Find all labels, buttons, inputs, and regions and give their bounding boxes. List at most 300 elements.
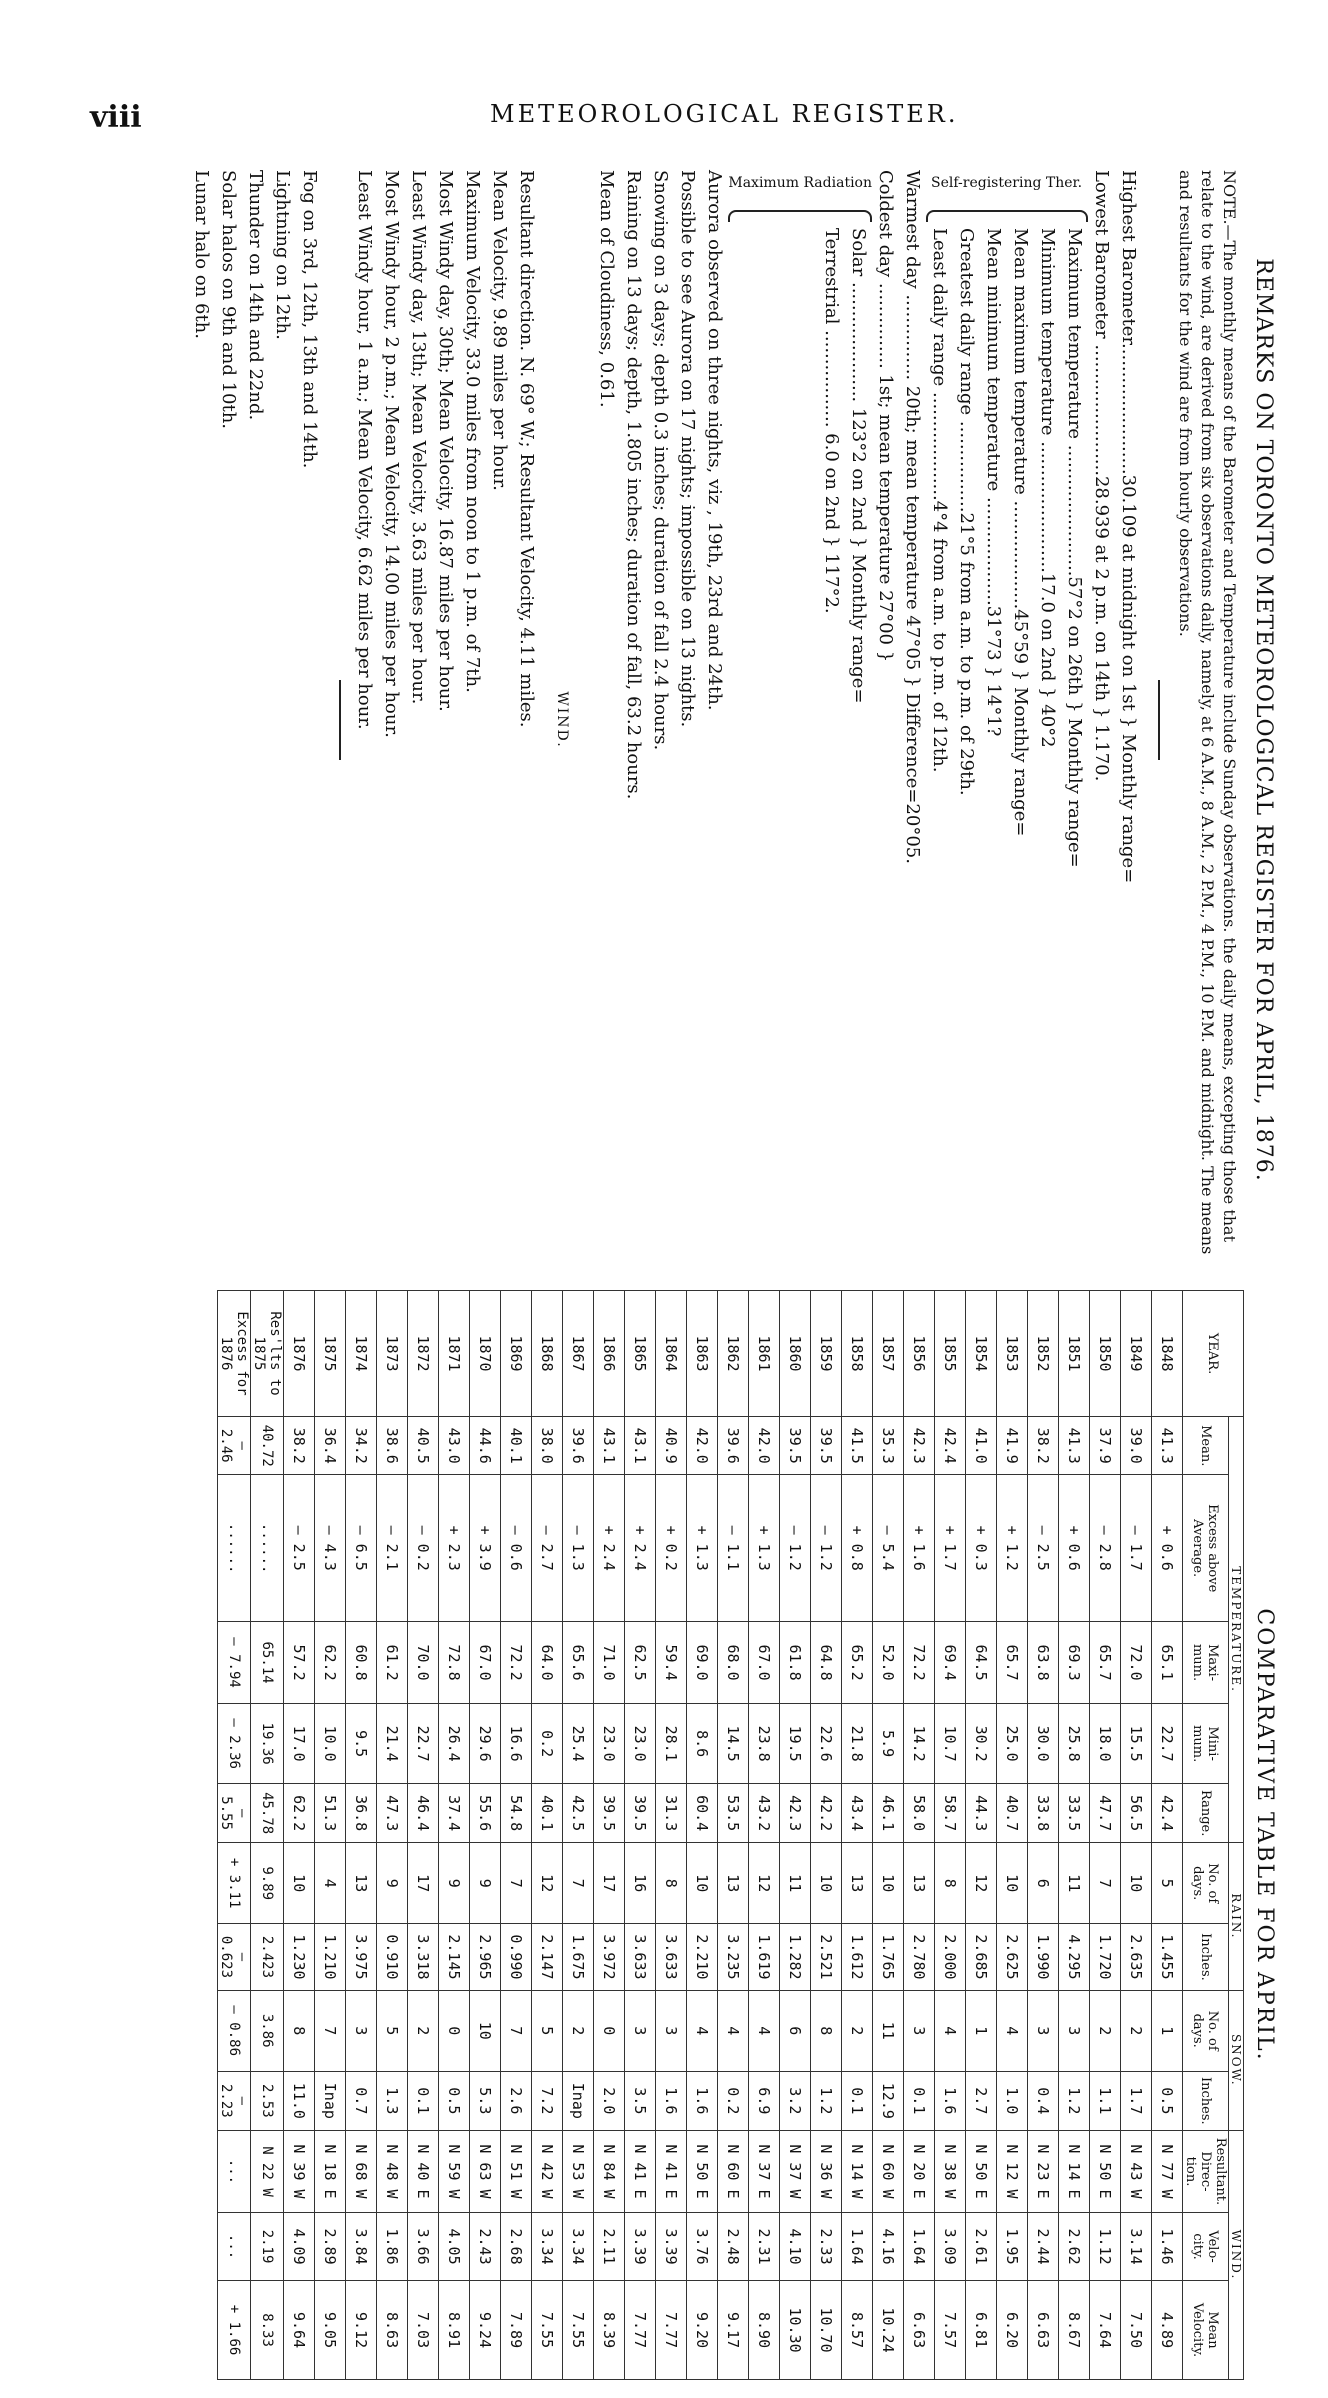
cell-year: 1851	[1059, 1291, 1090, 1417]
cell-dir: N 38 W	[935, 2130, 966, 2212]
cell-year: 1866	[594, 1291, 625, 1417]
thermometer-line: Mean maximum temperature ...................45°59 } Monthly range=	[1010, 228, 1031, 837]
cell-year: 1858	[842, 1291, 873, 1417]
cell-vel: 3.34	[563, 2213, 594, 2281]
cell-rain-days: 13	[346, 1843, 377, 1924]
cell-excess: + 0.6	[1152, 1475, 1183, 1622]
cell-mean: 39.0	[1121, 1417, 1152, 1475]
cell-dir: N 50 E	[687, 2130, 718, 2212]
cell-rain-inches: 2.635	[1121, 1924, 1152, 1990]
table-row	[873, 1291, 904, 2380]
cell: 8.33	[251, 2281, 284, 2380]
cell-mean: 41.3	[1059, 1417, 1090, 1475]
cell-snow-inches: 1.1	[1090, 2071, 1121, 2130]
cell-rain-inches: 3.235	[718, 1924, 749, 1990]
cell-excess: + 2.3	[439, 1475, 470, 1622]
group-temperature: TEMPERATURE.	[1229, 1417, 1244, 1843]
table-row	[656, 1291, 687, 2380]
cell: — 5.55	[218, 1784, 251, 1843]
cell-year: 1875	[315, 1291, 346, 1417]
cell-rain-days: 12	[966, 1843, 997, 1924]
cell-excess: + 1.3	[687, 1475, 718, 1622]
cell-snow-inches: 1.2	[1059, 2071, 1090, 2130]
cell-snow-inches: 12.9	[873, 2071, 904, 2130]
cell-year: 1852	[1028, 1291, 1059, 1417]
cell-year: 1854	[966, 1291, 997, 1417]
cell-rain-inches: 1.210	[315, 1924, 346, 1990]
cell-snow-days: 2	[563, 1990, 594, 2071]
cell-dir: N 48 W	[377, 2130, 408, 2212]
cell-vel: 4.09	[284, 2213, 315, 2281]
table-row	[1121, 1291, 1152, 2380]
cell-mean: 39.6	[718, 1417, 749, 1475]
wind-line: Least Windy hour, 1 a.m.; Mean Velocity, 6.62 miles per hour.	[354, 170, 376, 730]
cell-max: 72.2	[501, 1621, 532, 1703]
cell-rain-days: 10	[1121, 1843, 1152, 1924]
cell: 2.53	[251, 2071, 284, 2130]
radiation-line: Solar ..................... 123°2 on 2nd } Monthly range=	[848, 228, 869, 704]
cell-excess: — 0.2	[408, 1475, 439, 1622]
cell: — 2.23	[218, 2071, 251, 2130]
cell-max: 57.2	[284, 1621, 315, 1703]
cell-mean-vel: 9.20	[687, 2281, 718, 2380]
cell-year: 1850	[1090, 1291, 1121, 1417]
table-row	[501, 1291, 532, 2380]
cell-max: 64.0	[532, 1621, 563, 1703]
cell-range: 51.3	[315, 1784, 346, 1843]
cell-rain-days: 17	[408, 1843, 439, 1924]
cell-snow-days: 1	[966, 1990, 997, 2071]
cell-snow-days: 0	[594, 1990, 625, 2071]
cell-vel: 2.44	[1028, 2213, 1059, 2281]
barometer-line: Highest Barometer.......................30.109 at midnight on 1st } Monthly range=	[1118, 170, 1139, 884]
cell-vel: 3.39	[656, 2213, 687, 2281]
cell-min: 14.2	[904, 1704, 935, 1784]
cell-min: 25.4	[563, 1704, 594, 1784]
cell-snow-days: 4	[687, 1990, 718, 2071]
cell-year: 1859	[811, 1291, 842, 1417]
cell-excess: — 1.1	[718, 1475, 749, 1622]
cell-excess: + 1.2	[997, 1475, 1028, 1622]
table-row	[408, 1291, 439, 2380]
table-row	[563, 1291, 594, 2380]
cell-year: 1871	[439, 1291, 470, 1417]
cell-year: 1856	[904, 1291, 935, 1417]
cell-min: 22.7	[1152, 1704, 1183, 1784]
cell-excess: + 3.9	[470, 1475, 501, 1622]
cell-snow-inches: 1.7	[1121, 2071, 1152, 2130]
cell-snow-days: 5	[377, 1990, 408, 2071]
cell: + 3.11	[218, 1843, 251, 1924]
cell-dir: N 14 E	[1059, 2130, 1090, 2212]
cell-range: 42.2	[811, 1784, 842, 1843]
cell-dir: N 39 W	[284, 2130, 315, 2212]
cell-min: 22.6	[811, 1704, 842, 1784]
cell-mean: 42.3	[904, 1417, 935, 1475]
cell-rain-inches: 1.230	[284, 1924, 315, 1990]
cell-range: 37.4	[439, 1784, 470, 1843]
cell-excess: — 5.4	[873, 1475, 904, 1622]
cell-rain-inches: 1.720	[1090, 1924, 1121, 1990]
cell-snow-inches: 1.2	[811, 2071, 842, 2130]
cell-max: 61.8	[780, 1621, 811, 1703]
group-rain: RAIN.	[1229, 1843, 1244, 1991]
cell-dir: N 37 W	[780, 2130, 811, 2212]
cell-snow-days: 11	[873, 1990, 904, 2071]
cell-snow-days: 4	[997, 1990, 1028, 2071]
cell-vel: 3.66	[408, 2213, 439, 2281]
cell-snow-days: 10	[470, 1990, 501, 2071]
cell-dir: N 68 W	[346, 2130, 377, 2212]
cell: 19.36	[251, 1704, 284, 1784]
cell-range: 46.4	[408, 1784, 439, 1843]
cell-rain-inches: 2.145	[439, 1924, 470, 1990]
cell-dir: N 23 E	[1028, 2130, 1059, 2212]
cell-snow-inches: 2.6	[501, 2071, 532, 2130]
table-row	[625, 1291, 656, 2380]
cell-range: 40.1	[532, 1784, 563, 1843]
cell-snow-inches: 0.1	[408, 2071, 439, 2130]
cell-rain-inches: 3.318	[408, 1924, 439, 1990]
table-row	[780, 1291, 811, 2380]
cell-mean-vel: 8.57	[842, 2281, 873, 2380]
cell-mean: 41.0	[966, 1417, 997, 1475]
cell-vel: 2.43	[470, 2213, 501, 2281]
table-row	[532, 1291, 563, 2380]
cell-mean: 43.1	[625, 1417, 656, 1475]
barometer-block	[1088, 170, 1142, 1270]
cell-snow-days: 2	[408, 1990, 439, 2071]
col-year: YEAR.	[1183, 1291, 1244, 1417]
cell-mean: 40.5	[408, 1417, 439, 1475]
cell-rain-days: 16	[625, 1843, 656, 1924]
cell-snow-days: 8	[811, 1990, 842, 2071]
cell-dir: N 12 W	[997, 2130, 1028, 2212]
cell: — 7.94	[218, 1621, 251, 1703]
cell-rain-inches: 2.147	[532, 1924, 563, 1990]
table-row	[687, 1291, 718, 2380]
cell-range: 33.8	[1028, 1784, 1059, 1843]
cell-snow-days: 0	[439, 1990, 470, 2071]
cell-vel: 2.31	[749, 2213, 780, 2281]
results-label: Res'lts to 1875	[251, 1291, 284, 1417]
cell-min: 29.6	[470, 1704, 501, 1784]
cell-min: 10.7	[935, 1704, 966, 1784]
cell-min: 19.5	[780, 1704, 811, 1784]
cell-rain-days: 13	[904, 1843, 935, 1924]
cell-rain-inches: 1.765	[873, 1924, 904, 1990]
cell-dir: N 63 W	[470, 2130, 501, 2212]
cell-max: 68.0	[718, 1621, 749, 1703]
cell-rain-days: 10	[284, 1843, 315, 1924]
cell-mean: 38.2	[284, 1417, 315, 1475]
cell-rain-days: 10	[873, 1843, 904, 1924]
cell-snow-inches: 0.4	[1028, 2071, 1059, 2130]
cell-min: 14.5	[718, 1704, 749, 1784]
cell-vel: 2.48	[718, 2213, 749, 2281]
cell-dir: N 50 E	[1090, 2130, 1121, 2212]
misc-line: Possible to see Aurora on 17 nights; impossible on 13 nights.	[677, 170, 699, 728]
cell-min: 8.6	[687, 1704, 718, 1784]
cell-rain-inches: 2.625	[997, 1924, 1028, 1990]
cell-snow-inches: 0.7	[346, 2071, 377, 2130]
cell-rain-inches: 1.455	[1152, 1924, 1183, 1990]
cell-max: 65.7	[997, 1621, 1028, 1703]
cell-range: 31.3	[656, 1784, 687, 1843]
table-row	[315, 1291, 346, 2380]
table-row	[284, 1291, 315, 2380]
cell-min: 23.8	[749, 1704, 780, 1784]
cell-mean-vel: 7.55	[532, 2281, 563, 2380]
thermometer-line: Minimum temperature .......................17.0 on 2nd } 40°2	[1037, 228, 1058, 748]
table-row	[377, 1291, 408, 2380]
table-row	[904, 1291, 935, 2380]
cell-year: 1868	[532, 1291, 563, 1417]
cell: N 22 W	[251, 2130, 284, 2212]
cell-rain-days: 7	[1090, 1843, 1121, 1924]
cell-snow-days: 3	[1059, 1990, 1090, 2071]
cell-range: 55.6	[470, 1784, 501, 1843]
cell: 40.72	[251, 1417, 284, 1475]
misc-block	[593, 170, 728, 1270]
cell-max: 62.5	[625, 1621, 656, 1703]
cell-min: 9.5	[346, 1704, 377, 1784]
cell-mean-vel: 7.89	[501, 2281, 532, 2380]
cell-mean-vel: 9.12	[346, 2281, 377, 2380]
cell-mean-vel: 7.03	[408, 2281, 439, 2380]
cell-rain-inches: 1.619	[749, 1924, 780, 1990]
wind-heading: WIND.	[554, 691, 571, 749]
table-row	[439, 1291, 470, 2380]
cell-snow-inches: 1.6	[687, 2071, 718, 2130]
cell-snow-days: 7	[501, 1990, 532, 2071]
cell-min: 28.1	[656, 1704, 687, 1784]
cell-rain-days: 9	[470, 1843, 501, 1924]
cell-rain-inches: 2.521	[811, 1924, 842, 1990]
cell-rain-days: 12	[749, 1843, 780, 1924]
cell: ...	[218, 2213, 251, 2281]
cell-snow-inches: 1.6	[935, 2071, 966, 2130]
cell-excess: + 2.4	[625, 1475, 656, 1622]
cell-excess: — 2.5	[284, 1475, 315, 1622]
cell-max: 71.0	[594, 1621, 625, 1703]
cell-dir: N 36 W	[811, 2130, 842, 2212]
cell-mean: 42.0	[687, 1417, 718, 1475]
remarks-section	[143, 170, 1283, 1270]
cell-rain-days: 7	[501, 1843, 532, 1924]
cell-vel: 4.05	[439, 2213, 470, 2281]
cell-mean: 43.0	[439, 1417, 470, 1475]
cell-snow-days: 2	[842, 1990, 873, 2071]
page-header	[90, 100, 1270, 160]
cell-rain-days: 9	[439, 1843, 470, 1924]
misc-line: Snowing on 3 days; depth 0.3 inches; duration of fall 2.4 hours.	[650, 170, 672, 751]
cell-mean: 40.1	[501, 1417, 532, 1475]
cell-min: 5.9	[873, 1704, 904, 1784]
wind-line: Resultant direction. N. 69° W.; Resultant Velocity, 4.11 miles.	[516, 170, 538, 728]
cell-excess: + 0.2	[656, 1475, 687, 1622]
cell-snow-inches: Inap	[315, 2071, 346, 2130]
cell-rain-days: 7	[563, 1843, 594, 1924]
cell-excess: — 2.1	[377, 1475, 408, 1622]
cell-vel: 2.89	[315, 2213, 346, 2281]
cell-min: 17.0	[284, 1704, 315, 1784]
cell-snow-inches: 1.6	[656, 2071, 687, 2130]
cell-dir: N 37 E	[749, 2130, 780, 2212]
cell-mean: 42.4	[935, 1417, 966, 1475]
cell-max: 69.0	[687, 1621, 718, 1703]
cell-min: 30.2	[966, 1704, 997, 1784]
cell: ...	[218, 2130, 251, 2212]
cell-year: 1874	[346, 1291, 377, 1417]
cell-rain-days: 6	[1028, 1843, 1059, 1924]
table-row	[966, 1291, 997, 2380]
cell-min: 26.4	[439, 1704, 470, 1784]
cell-range: 53.5	[718, 1784, 749, 1843]
thermometer-line: Least daily range ...................4°4 from a.m. to p.m. of 12th.	[929, 228, 950, 773]
cell: 45.78	[251, 1784, 284, 1843]
cell-mean: 36.4	[315, 1417, 346, 1475]
resultant-label: Resultant.	[1213, 2137, 1228, 2206]
table-row	[935, 1291, 966, 2380]
cell-mean: 34.2	[346, 1417, 377, 1475]
cell-excess: + 0.8	[842, 1475, 873, 1622]
cell-snow-days: 3	[1028, 1990, 1059, 2071]
col-range: Range.	[1183, 1784, 1229, 1843]
cell-max: 72.8	[439, 1621, 470, 1703]
wind-line: Mean Velocity, 9.89 miles per hour.	[489, 170, 511, 491]
cell-snow-days: 6	[780, 1990, 811, 2071]
wind-line: Least Windy day, 13th; Mean Velocity, 3.63 miles per hour.	[408, 170, 430, 705]
cell-range: 42.4	[1152, 1784, 1183, 1843]
cell-mean: 41.5	[842, 1417, 873, 1475]
cell-max: 64.5	[966, 1621, 997, 1703]
cell-snow-inches: 3.2	[780, 2071, 811, 2130]
brace	[926, 210, 1088, 222]
cell-year: 1860	[780, 1291, 811, 1417]
cell-excess: + 1.7	[935, 1475, 966, 1622]
table-row	[1028, 1291, 1059, 2380]
cell-mean-vel: 4.89	[1152, 2281, 1183, 2380]
cell-snow-inches: 1.3	[377, 2071, 408, 2130]
cell-rain-inches: 2.210	[687, 1924, 718, 1990]
cell-rain-inches: 1.990	[1028, 1924, 1059, 1990]
excess-label: Excess for 1876	[218, 1291, 251, 1417]
cell-max: 52.0	[873, 1621, 904, 1703]
results-row	[251, 1291, 284, 2380]
cell-rain-days: 10	[687, 1843, 718, 1924]
cell-vel: 2.33	[811, 2213, 842, 2281]
cell-vel: 2.68	[501, 2213, 532, 2281]
cell: 2.423	[251, 1924, 284, 1990]
cell-max: 70.0	[408, 1621, 439, 1703]
cell-year: 1861	[749, 1291, 780, 1417]
cell-range: 39.5	[625, 1784, 656, 1843]
cell-max: 60.8	[346, 1621, 377, 1703]
cell-rain-days: 13	[842, 1843, 873, 1924]
cell-snow-days: 2	[1121, 1990, 1152, 2071]
cell-year: 1872	[408, 1291, 439, 1417]
cell-rain-inches: 0.910	[377, 1924, 408, 1990]
cell-year: 1862	[718, 1291, 749, 1417]
cell-excess: + 1.6	[904, 1475, 935, 1622]
cell-rain-days: 11	[1059, 1843, 1090, 1924]
col-mean: Mean.	[1183, 1417, 1229, 1475]
divider	[339, 680, 341, 760]
cell-range: 44.3	[966, 1784, 997, 1843]
phenomena-line: Lightning on 12th.	[272, 170, 294, 340]
cell-rain-days: 5	[1152, 1843, 1183, 1924]
cell-mean: 41.3	[1152, 1417, 1183, 1475]
cell-dir: N 60 W	[873, 2130, 904, 2212]
cell-rain-inches: 2.965	[470, 1924, 501, 1990]
cell-min: 16.6	[501, 1704, 532, 1784]
table-body	[284, 1291, 1183, 2380]
cell-rain-inches: 2.000	[935, 1924, 966, 1990]
cell-vel: 3.09	[935, 2213, 966, 2281]
cell-range: 47.3	[377, 1784, 408, 1843]
excess-row	[218, 1291, 251, 2380]
cell-dir: N 18 E	[315, 2130, 346, 2212]
cell-dir: N 77 W	[1152, 2130, 1183, 2212]
phenomena-block	[188, 170, 323, 1270]
cell: + 1.66	[218, 2281, 251, 2380]
cell-range: 56.5	[1121, 1784, 1152, 1843]
wind-line: Most Windy hour, 2 p.m.; Mean Velocity, 14.00 miles per hour.	[381, 170, 403, 738]
cell-snow-inches: 0.1	[904, 2071, 935, 2130]
thermometer-block	[926, 170, 1088, 1270]
cell-year: 1870	[470, 1291, 501, 1417]
cell-snow-inches: 6.9	[749, 2071, 780, 2130]
cell-min: 15.5	[1121, 1704, 1152, 1784]
cell-max: 61.2	[377, 1621, 408, 1703]
cell-min: 0.2	[532, 1704, 563, 1784]
remarks-title: REMARKS ON TORONTO METEOROLOGICAL REGISTER FOR APRIL, 1876.	[1251, 258, 1276, 1182]
cell: 65.14	[251, 1621, 284, 1703]
cell: ......	[251, 1475, 284, 1622]
table-row	[594, 1291, 625, 2380]
cell-min: 23.0	[594, 1704, 625, 1784]
radiation-block	[728, 170, 872, 1270]
cell-min: 25.0	[997, 1704, 1028, 1784]
cell-excess: — 2.7	[532, 1475, 563, 1622]
cell-mean-vel: 7.55	[563, 2281, 594, 2380]
table-row	[718, 1291, 749, 2380]
cell-rain-inches: 2.685	[966, 1924, 997, 1990]
cell-vel: 3.76	[687, 2213, 718, 2281]
cell-vel: 3.84	[346, 2213, 377, 2281]
cell-range: 40.7	[997, 1784, 1028, 1843]
misc-line: Mean of Cloudiness, 0.61.	[596, 170, 618, 408]
cell-year: 1848	[1152, 1291, 1183, 1417]
cell-mean-vel: 8.90	[749, 2281, 780, 2380]
table-row	[1059, 1291, 1090, 2380]
cell-snow-inches: 0.5	[439, 2071, 470, 2130]
cell-year: 1876	[284, 1291, 315, 1417]
cell-range: 36.8	[346, 1784, 377, 1843]
col-max: Maxi- mum.	[1183, 1621, 1229, 1703]
warmest-coldest-block	[872, 170, 926, 1270]
cell-mean-vel: 6.63	[904, 2281, 935, 2380]
cell-dir: N 43 W	[1121, 2130, 1152, 2212]
brace	[728, 210, 872, 222]
cell: — 0.86	[218, 1990, 251, 2071]
cell-rain-inches: 4.295	[1059, 1924, 1090, 1990]
cell-snow-days: 5	[532, 1990, 563, 2071]
group-snow: SNOW.	[1229, 1990, 1244, 2130]
cell-vel: 4.16	[873, 2213, 904, 2281]
cell-vel: 1.12	[1090, 2213, 1121, 2281]
